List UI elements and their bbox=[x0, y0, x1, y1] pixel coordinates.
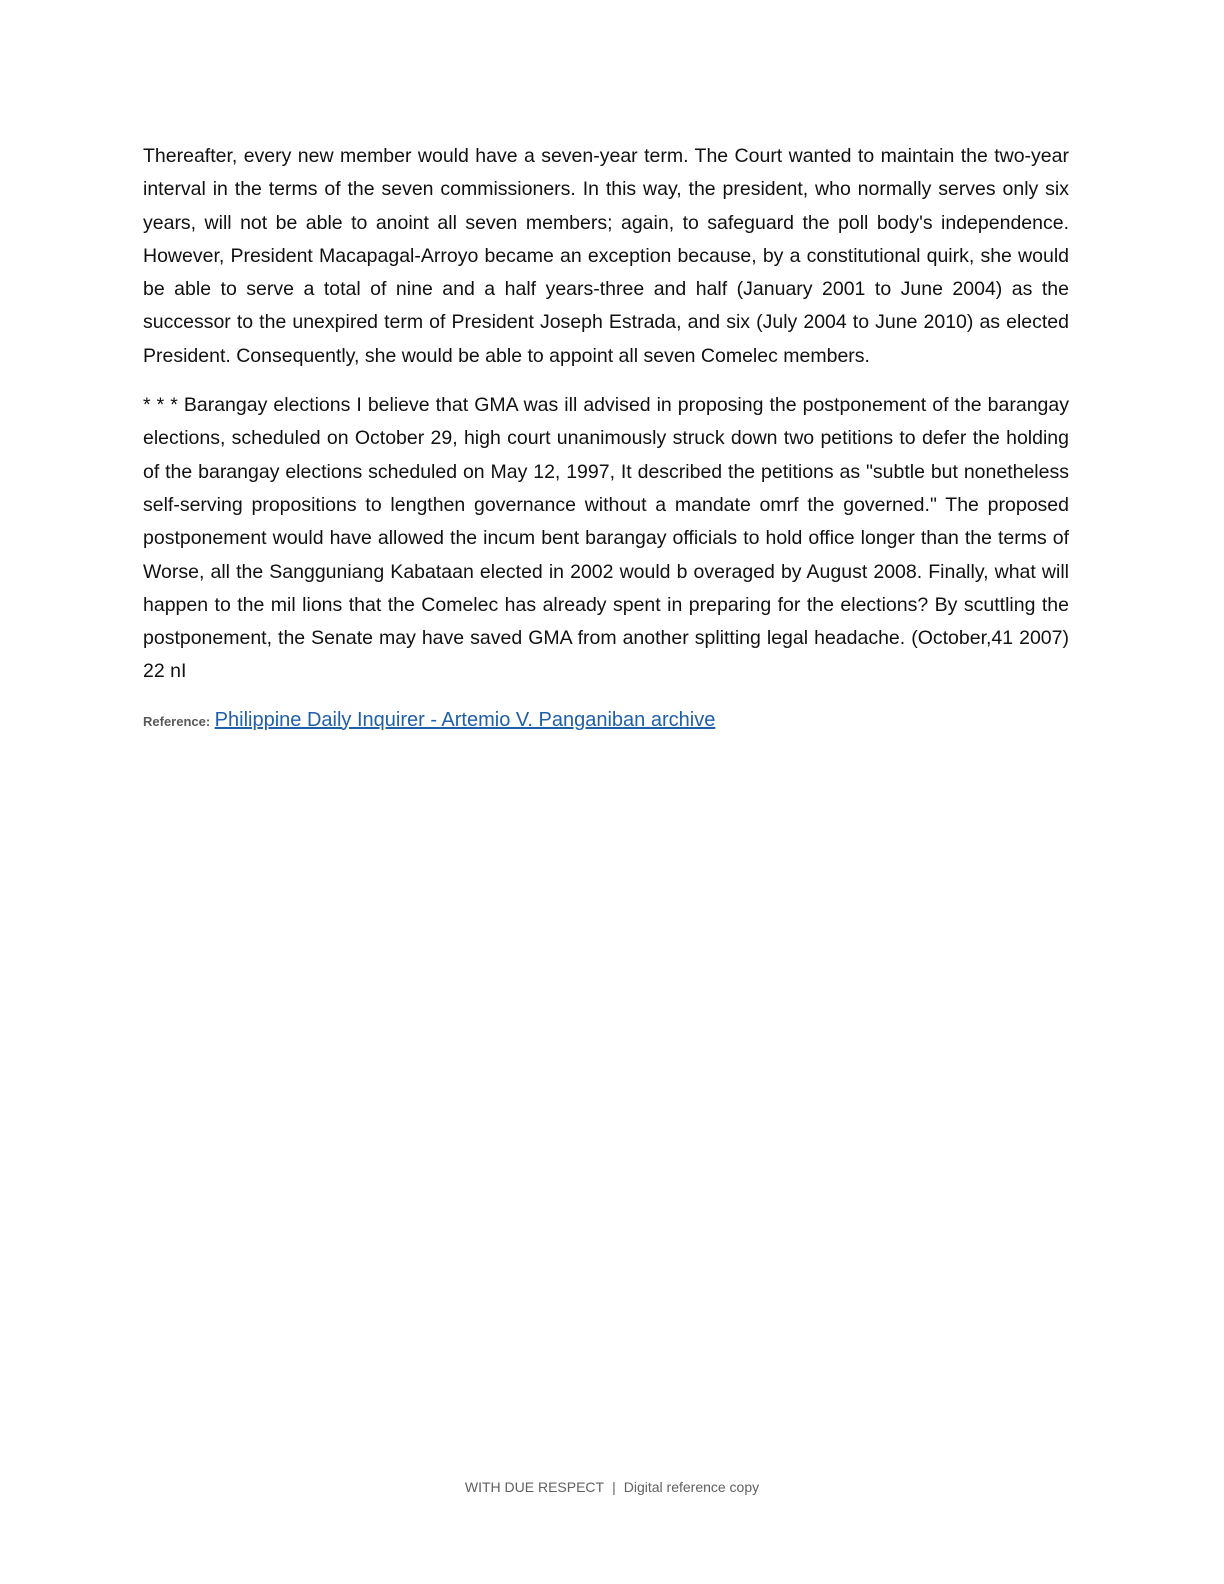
reference-line bbox=[143, 705, 1069, 737]
footer-title: WITH DUE RESPECT bbox=[464, 1479, 605, 1495]
paragraph-barangay-elections: * * * Barangay elections I believe that GMA was ill advised in proposing the postponement of the barangay elections, scheduled on October 29, high court unanimously struck down two petitions to defer the holding of the barangay elections scheduled on May 12, 1997, It described the petitions as "subtle but nonetheless self-serving propositions to lengthen governance without a mandate omrf the governed." The proposed postponement would have allowed the incum bent barangay officials to hold office longer than the terms of Worse, all the Sangguniang Kabataan elected in 2002 would b overaged by August 2008. Finally, what will happen to the mil lions that the Comelec has already spent in preparing for the elections? By scuttling the postponement, the Senate may have saved GMA from another splitting legal headache. (October,41 2007) 22 nI bbox=[143, 394, 1069, 683]
footer-separator: | bbox=[612, 1479, 616, 1495]
paragraph-commissioner-terms: Thereafter, every new member would have a seven-year term. The Court wanted to maintain the two-year interval in the terms of the seven commissioners. In this way, the president, who normally serves only six years, will not be able to anoint all seven members; again, to safeguard the poll body's independence. However, President Macapagal-Arroyo became an exception because, by a constitutional quirk, she would be able to serve a total of nine and a half years-three and half (January 2001 to June 2004) as the successor to the unexpired term of President Joseph Estrada, and six (July 2004 to June 2010) as elected President. Consequently, she would be able to appoint all seven Comelec members. bbox=[143, 145, 1069, 367]
page-footer bbox=[0, 1479, 1224, 1495]
reference-label: Reference: bbox=[143, 713, 211, 729]
document-body bbox=[143, 140, 1069, 737]
footer-subtitle: Digital reference copy bbox=[623, 1479, 760, 1495]
reference-link[interactable]: Philippine Daily Inquirer - Artemio V. Panganiban archive bbox=[214, 708, 716, 731]
